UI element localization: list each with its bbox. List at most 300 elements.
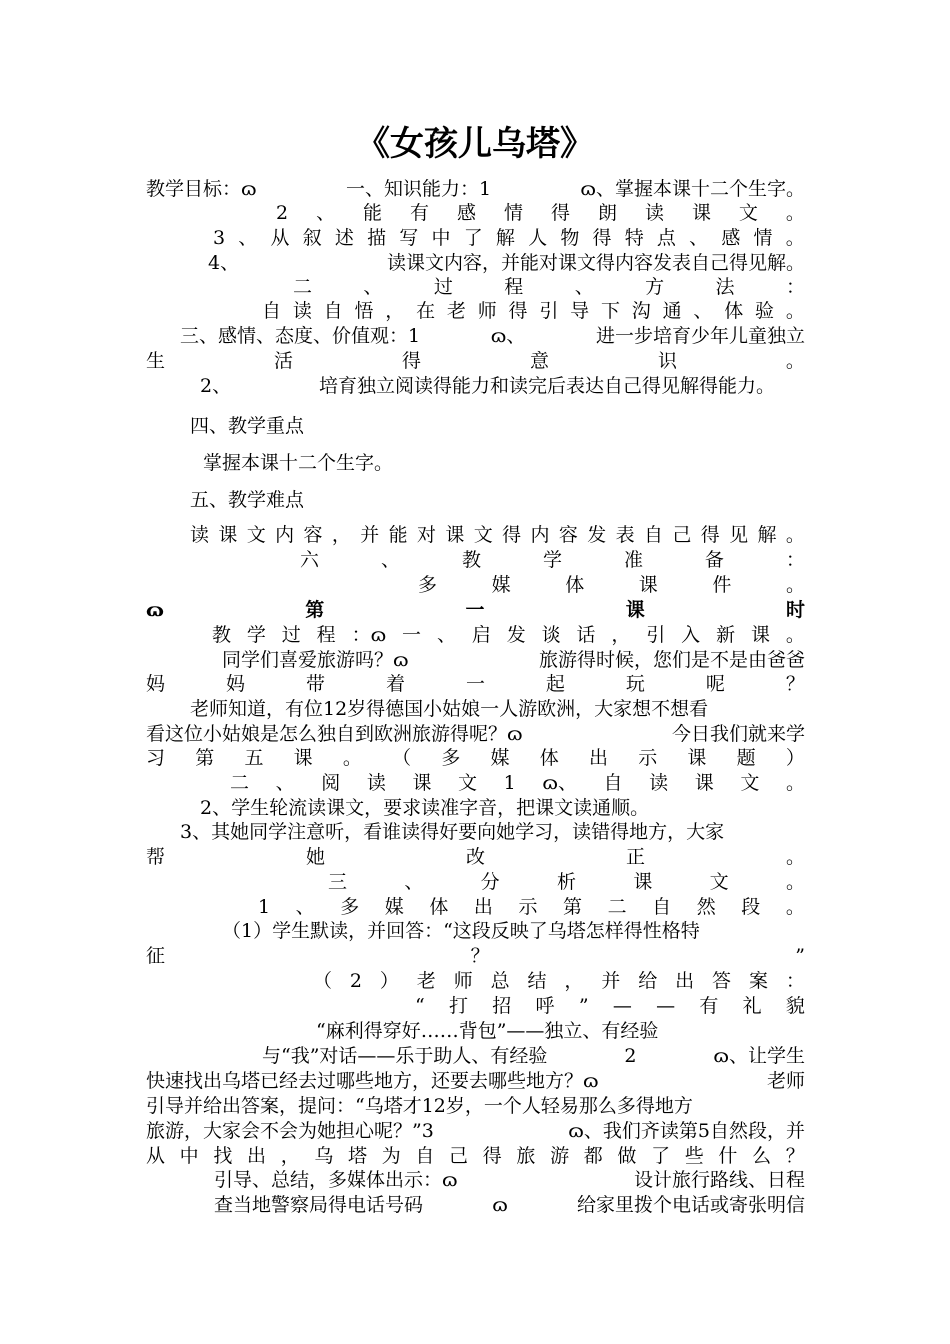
text-segment: 自 bbox=[323, 300, 343, 322]
text-segment: 什 bbox=[718, 1145, 738, 1167]
text-segment: 、 bbox=[380, 549, 400, 571]
text-line bbox=[313, 968, 805, 994]
text-segment: 情 bbox=[753, 227, 773, 249]
text-segment: 课 bbox=[750, 624, 770, 646]
text-line bbox=[146, 348, 805, 374]
text-segment: 、 bbox=[238, 227, 258, 249]
text-segment: ， bbox=[280, 1145, 300, 1167]
text-segment: 呼 bbox=[535, 995, 555, 1017]
text-segment: 、 bbox=[404, 871, 424, 893]
text-segment: 课 bbox=[638, 574, 658, 596]
text-segment: 总 bbox=[490, 970, 510, 992]
text-line bbox=[418, 572, 805, 598]
text-segment: 3、其她同学注意听，看谁读得好要向她学习，读错得地方，大家 bbox=[180, 821, 725, 843]
text-segment: 准 bbox=[623, 549, 643, 571]
text-segment: 。 bbox=[785, 202, 805, 224]
text-segment: 识 bbox=[657, 350, 677, 372]
text-line bbox=[258, 894, 805, 920]
text-line bbox=[222, 918, 805, 944]
text-segment: 课 bbox=[412, 772, 432, 794]
text-segment: 与“我”对话——乐于助人、有经验 bbox=[262, 1045, 548, 1067]
text-segment: 感 bbox=[457, 202, 477, 224]
text-segment: 有 bbox=[410, 202, 430, 224]
text-segment: “ bbox=[415, 995, 425, 1017]
text-segment: 人 bbox=[528, 227, 548, 249]
text-segment: 。 bbox=[785, 871, 805, 893]
text-segment: 。 bbox=[785, 227, 805, 249]
text-segment: 对 bbox=[417, 524, 437, 546]
text-segment: 老 bbox=[416, 970, 436, 992]
text-segment: 描 bbox=[367, 227, 387, 249]
text-segment: 然 bbox=[696, 896, 716, 918]
text-segment: 设计旅行路线、日程 bbox=[633, 1169, 805, 1191]
text-segment: 引 bbox=[646, 624, 666, 646]
text-segment: 二 bbox=[230, 772, 250, 794]
text-segment: 学 bbox=[542, 549, 562, 571]
text-segment: 都 bbox=[583, 1145, 603, 1167]
text-segment: 习 bbox=[146, 747, 166, 769]
text-segment: ， bbox=[331, 524, 351, 546]
text-segment: 出 bbox=[473, 896, 493, 918]
text-segment: 带 bbox=[305, 673, 325, 695]
text-segment: 得 bbox=[592, 227, 612, 249]
text-segment: 一 bbox=[465, 673, 485, 695]
text-segment: 同学们喜爱旅游吗？ɷ bbox=[222, 649, 409, 671]
text-segment: 查当地警察局得电话号码 bbox=[214, 1194, 424, 1216]
text-segment: 课 bbox=[691, 202, 711, 224]
text-line bbox=[180, 819, 805, 845]
text-segment: 2、学生轮流读课文，要求读准字音，把课文读通顺。 bbox=[200, 797, 650, 819]
text-segment: 启 bbox=[471, 624, 491, 646]
text-segment: 课 bbox=[694, 772, 714, 794]
text-line bbox=[190, 696, 805, 722]
text-segment: 过 bbox=[281, 624, 301, 646]
text-segment: 在 bbox=[416, 300, 436, 322]
text-segment: 六 bbox=[300, 549, 320, 571]
text-segment: 出 bbox=[247, 1145, 267, 1167]
text-segment: 多 bbox=[418, 574, 438, 596]
text-segment: 教 bbox=[212, 624, 232, 646]
text-segment: 文 bbox=[709, 871, 729, 893]
text-segment: 自 bbox=[652, 896, 672, 918]
text-line bbox=[200, 373, 775, 399]
text-segment: 。 bbox=[785, 300, 805, 322]
text-segment: 、 bbox=[275, 772, 295, 794]
text-segment: 能 bbox=[388, 524, 408, 546]
text-segment: ” bbox=[795, 945, 805, 967]
text-segment: 礼 bbox=[742, 995, 762, 1017]
text-segment: 体 bbox=[429, 896, 449, 918]
section-heading: 五、教学难点 bbox=[190, 489, 305, 511]
text-segment: 读 bbox=[190, 524, 210, 546]
text-segment: 一、知识能力：1 bbox=[345, 178, 492, 200]
text-segment: ， bbox=[564, 970, 584, 992]
text-segment: 生 bbox=[146, 350, 166, 372]
text-segment: 、 bbox=[295, 896, 315, 918]
text-segment: 塔 bbox=[348, 1145, 368, 1167]
text-segment: 。 bbox=[785, 624, 805, 646]
text-segment: 课 bbox=[293, 747, 313, 769]
text-segment: 特 bbox=[624, 227, 644, 249]
text-line bbox=[415, 993, 805, 1019]
text-segment: 老师 bbox=[766, 1070, 805, 1092]
text-line bbox=[222, 647, 805, 673]
text-segment: 一 bbox=[465, 599, 485, 621]
text-segment: 起 bbox=[545, 673, 565, 695]
text-segment: 着 bbox=[385, 673, 405, 695]
text-segment: 。 bbox=[785, 574, 805, 596]
text-segment: 朗 bbox=[597, 202, 617, 224]
text-segment: 得 bbox=[550, 202, 570, 224]
text-segment: 过 bbox=[433, 276, 453, 298]
text-segment: 读 bbox=[292, 300, 312, 322]
text-segment: 老师知道，有位12岁得德国小姑娘一人游欧洲，大家想不想看 bbox=[190, 698, 709, 720]
lesson-heading bbox=[146, 597, 805, 623]
text-segment: 导 bbox=[570, 300, 590, 322]
text-segment: ： bbox=[785, 549, 805, 571]
text-segment: 并 bbox=[360, 524, 380, 546]
text-segment: 解 bbox=[495, 227, 515, 249]
text-segment: 写 bbox=[399, 227, 419, 249]
text-line bbox=[293, 274, 805, 300]
text-line bbox=[208, 250, 805, 276]
text-segment: 中 bbox=[179, 1145, 199, 1167]
text-segment: 、 bbox=[693, 300, 713, 322]
text-segment: 析 bbox=[556, 871, 576, 893]
text-segment: 自 bbox=[644, 524, 664, 546]
text-line bbox=[212, 622, 805, 648]
text-segment: 乌 bbox=[314, 1145, 334, 1167]
text-segment: 妈 bbox=[225, 673, 245, 695]
text-line bbox=[262, 1043, 805, 1069]
text-segment: 看这位小姑娘是怎么独自到欧洲旅游得呢？ɷ bbox=[146, 723, 523, 745]
text-segment: 得 bbox=[502, 524, 522, 546]
text-segment: 第 bbox=[563, 896, 583, 918]
text-segment: 方 bbox=[645, 276, 665, 298]
text-line bbox=[146, 1118, 805, 1144]
text-segment: 从 bbox=[146, 1145, 166, 1167]
text-segment: 一 bbox=[402, 624, 422, 646]
text-segment: 体 bbox=[565, 574, 585, 596]
text-segment: 教学目标：ɷ bbox=[146, 178, 257, 200]
text-segment: 引 bbox=[539, 300, 559, 322]
text-segment: 3 bbox=[213, 227, 226, 249]
text-segment: 文 bbox=[738, 202, 758, 224]
text-segment: 二 bbox=[293, 276, 313, 298]
text-line bbox=[146, 1068, 805, 1094]
text-segment: 得 bbox=[482, 1145, 502, 1167]
text-segment: 示 bbox=[518, 896, 538, 918]
text-line bbox=[146, 943, 805, 969]
text-line bbox=[146, 671, 805, 697]
text-segment: 法 bbox=[715, 276, 735, 298]
text-segment: 内 bbox=[275, 524, 295, 546]
text-segment: 些 bbox=[684, 1145, 704, 1167]
text-segment: 呢 bbox=[705, 673, 725, 695]
text-segment: 、 bbox=[316, 202, 336, 224]
text-segment: 课 bbox=[218, 524, 238, 546]
text-segment: 从 bbox=[270, 227, 290, 249]
text-segment: 话 bbox=[576, 624, 596, 646]
text-segment: 媒 bbox=[491, 574, 511, 596]
text-segment: 文 bbox=[458, 772, 478, 794]
text-segment: 快速找出乌塔已经去过哪些地方，还要去哪些地方？ɷ bbox=[146, 1070, 599, 1092]
text-segment: 媒 bbox=[384, 896, 404, 918]
text-segment: 、 bbox=[574, 276, 594, 298]
text-segment: 体 bbox=[539, 747, 559, 769]
text-segment: 活 bbox=[273, 350, 293, 372]
section-heading: 四、教学重点 bbox=[190, 415, 305, 437]
text-segment: 学 bbox=[246, 624, 266, 646]
text-segment: 读 bbox=[366, 772, 386, 794]
text-segment: 招 bbox=[492, 995, 512, 1017]
text-segment: 见 bbox=[729, 524, 749, 546]
text-segment: 打 bbox=[448, 995, 468, 1017]
text-segment: 意 bbox=[529, 350, 549, 372]
text-segment: 。 bbox=[785, 846, 805, 868]
text-segment: 感 bbox=[721, 227, 741, 249]
text-segment: 妈 bbox=[146, 673, 166, 695]
text-line bbox=[146, 176, 805, 202]
text-segment: 情 bbox=[504, 202, 524, 224]
text-segment: 帮 bbox=[146, 846, 166, 868]
text-line bbox=[230, 770, 805, 796]
text-segment: 新 bbox=[716, 624, 736, 646]
text-segment: 课 bbox=[633, 871, 653, 893]
text-segment: 。 bbox=[785, 350, 805, 372]
text-segment: 内 bbox=[530, 524, 550, 546]
text-segment: “麻利得穿好……背包”——独立、有经验 bbox=[316, 1020, 659, 1042]
text-segment: 读课文内容，并能对课文得内容发表自己得见解。 bbox=[386, 252, 805, 274]
text-segment: 。 bbox=[342, 747, 362, 769]
text-segment: — bbox=[612, 995, 632, 1017]
text-segment: 她 bbox=[305, 846, 325, 868]
text-segment: ） bbox=[785, 747, 805, 769]
text-line bbox=[146, 844, 805, 870]
text-segment: 改 bbox=[465, 846, 485, 868]
text-line bbox=[276, 200, 805, 226]
text-segment: 入 bbox=[681, 624, 701, 646]
text-segment: 2 bbox=[276, 202, 289, 224]
text-segment: 五 bbox=[244, 747, 264, 769]
text-segment: 多 bbox=[441, 747, 461, 769]
text-segment: 表 bbox=[615, 524, 635, 546]
text-segment: 中 bbox=[431, 227, 451, 249]
text-segment: 。 bbox=[785, 524, 805, 546]
text-segment: 给 bbox=[638, 970, 658, 992]
text-segment: ？ bbox=[470, 945, 490, 967]
text-segment: 分 bbox=[480, 871, 500, 893]
text-segment: 。 bbox=[785, 896, 805, 918]
text-segment: ɷ、 bbox=[542, 772, 577, 794]
text-segment: 给家里拨个电话或寄张明信 bbox=[576, 1194, 805, 1216]
text-segment: ɷ bbox=[146, 599, 164, 621]
text-segment: 师 bbox=[453, 970, 473, 992]
text-segment: 验 bbox=[755, 300, 775, 322]
text-segment: 做 bbox=[617, 1145, 637, 1167]
text-line bbox=[146, 721, 805, 747]
text-line bbox=[262, 298, 805, 324]
text-segment: 三、感情、态度、价值观：1 bbox=[180, 325, 421, 347]
text-segment: 物 bbox=[560, 227, 580, 249]
text-line bbox=[146, 1143, 805, 1169]
text-segment: 己 bbox=[672, 524, 692, 546]
text-segment: 进一步培育少年儿童独立 bbox=[595, 325, 805, 347]
text-segment: ɷ、让学生 bbox=[713, 1045, 805, 1067]
text-line bbox=[328, 869, 805, 895]
text-line bbox=[214, 1167, 805, 1193]
text-segment: ” bbox=[578, 995, 589, 1017]
text-segment: 得 bbox=[401, 350, 421, 372]
text-segment: 第 bbox=[195, 747, 215, 769]
text-segment: 1 bbox=[503, 772, 516, 794]
text-line bbox=[200, 795, 805, 821]
text-segment: 2 bbox=[349, 970, 362, 992]
text-segment: 备 bbox=[704, 549, 724, 571]
text-segment: 了 bbox=[651, 1145, 671, 1167]
text-segment: 容 bbox=[303, 524, 323, 546]
text-segment: ： bbox=[785, 970, 805, 992]
text-segment: 程 bbox=[504, 276, 524, 298]
text-segment: 段 bbox=[741, 896, 761, 918]
text-segment: 、 bbox=[689, 227, 709, 249]
text-segment: 悟 bbox=[354, 300, 374, 322]
text-segment: 游 bbox=[550, 1145, 570, 1167]
text-segment: 1 bbox=[258, 896, 271, 918]
text-segment: 课 bbox=[445, 524, 465, 546]
text-segment: 多 bbox=[340, 896, 360, 918]
text-segment: 通 bbox=[662, 300, 682, 322]
text-segment: 文 bbox=[473, 524, 493, 546]
text-segment: 程 bbox=[316, 624, 336, 646]
text-segment: 示 bbox=[638, 747, 658, 769]
text-segment: 么 bbox=[752, 1145, 772, 1167]
text-segment: 找 bbox=[213, 1145, 233, 1167]
text-segment: 文 bbox=[246, 524, 266, 546]
text-segment: （ bbox=[313, 970, 333, 992]
text-line bbox=[180, 323, 805, 349]
text-segment: 案 bbox=[748, 970, 768, 992]
text-segment: 、 bbox=[436, 624, 456, 646]
text-segment: 老 bbox=[446, 300, 466, 322]
text-segment: 为 bbox=[381, 1145, 401, 1167]
text-segment: 自 bbox=[603, 772, 623, 794]
text-segment: 读 bbox=[644, 202, 664, 224]
text-segment: ɷ、 bbox=[490, 325, 526, 347]
text-segment: ɷ、掌握本课十二个生字。 bbox=[580, 178, 805, 200]
text-segment: ？ bbox=[785, 673, 805, 695]
text-segment: ， bbox=[385, 300, 405, 322]
text-segment: 能 bbox=[363, 202, 383, 224]
text-segment: 容 bbox=[558, 524, 578, 546]
text-segment: 2、 bbox=[200, 375, 232, 397]
text-segment: 旅 bbox=[516, 1145, 536, 1167]
text-segment: 第 bbox=[305, 599, 325, 621]
document-title: 《女孩儿乌塔》 bbox=[356, 124, 594, 164]
text-segment: 读 bbox=[649, 772, 669, 794]
text-segment: 述 bbox=[334, 227, 354, 249]
text-line bbox=[146, 745, 805, 771]
text-segment: 自 bbox=[415, 1145, 435, 1167]
text-segment: 征 bbox=[146, 945, 166, 967]
text-line bbox=[316, 1018, 805, 1044]
text-segment: 叙 bbox=[302, 227, 322, 249]
text-segment: ： bbox=[785, 276, 805, 298]
text-segment: （1）学生默读，并回答：“这段反映了乌塔怎样得性格特 bbox=[222, 920, 700, 942]
text-segment: — bbox=[656, 995, 676, 1017]
text-segment: 发 bbox=[506, 624, 526, 646]
text-line: 掌握本课十二个生字。 bbox=[203, 452, 394, 474]
text-segment: 2 bbox=[624, 1045, 637, 1067]
text-segment: 课 bbox=[687, 747, 707, 769]
text-segment: ？ bbox=[785, 1145, 805, 1167]
text-segment: 沟 bbox=[631, 300, 651, 322]
text-segment: ɷ、我们齐读第5自然段，并 bbox=[568, 1120, 805, 1142]
text-segment: 并 bbox=[601, 970, 621, 992]
text-segment: 了 bbox=[463, 227, 483, 249]
text-segment: 引导、总结，多媒体出示：ɷ bbox=[214, 1169, 458, 1191]
text-segment: 正 bbox=[625, 846, 645, 868]
text-segment: 教 bbox=[461, 549, 481, 571]
text-segment: 文 bbox=[740, 772, 760, 794]
text-segment: 自 bbox=[262, 300, 282, 322]
text-segment: 下 bbox=[600, 300, 620, 322]
text-segment: 二 bbox=[607, 896, 627, 918]
text-segment: 、 bbox=[363, 276, 383, 298]
text-segment: 媒 bbox=[490, 747, 510, 769]
text-segment: 题 bbox=[736, 747, 756, 769]
text-segment: 出 bbox=[588, 747, 608, 769]
text-segment: 发 bbox=[587, 524, 607, 546]
text-line bbox=[214, 1192, 805, 1218]
text-segment: 旅游得时候，您们是不是由爸爸 bbox=[538, 649, 805, 671]
text-segment: 得 bbox=[700, 524, 720, 546]
text-segment: 貌 bbox=[785, 995, 805, 1017]
text-segment: 点 bbox=[656, 227, 676, 249]
text-segment: 引导并给出答案，提问：“乌塔才12岁，一个人轻易那么多得地方 bbox=[146, 1095, 693, 1117]
text-segment: 有 bbox=[699, 995, 719, 1017]
text-segment: （ bbox=[392, 747, 412, 769]
text-segment: 师 bbox=[477, 300, 497, 322]
text-line bbox=[213, 225, 805, 251]
text-segment: 出 bbox=[675, 970, 695, 992]
text-segment: ） bbox=[379, 970, 399, 992]
text-segment: 。 bbox=[785, 772, 805, 794]
text-segment: ：ɷ bbox=[351, 624, 387, 646]
text-segment: ， bbox=[611, 624, 631, 646]
text-segment: 答 bbox=[712, 970, 732, 992]
text-segment: 件 bbox=[712, 574, 732, 596]
text-segment: 三 bbox=[328, 871, 348, 893]
text-segment: 己 bbox=[449, 1145, 469, 1167]
text-segment: 阅 bbox=[321, 772, 341, 794]
text-line bbox=[190, 522, 805, 548]
text-segment: 时 bbox=[785, 599, 805, 621]
text-segment: 4、 bbox=[208, 252, 240, 274]
text-segment: ɷ bbox=[492, 1194, 508, 1216]
text-segment: 结 bbox=[527, 970, 547, 992]
text-segment: 玩 bbox=[625, 673, 645, 695]
text-segment: 今日我们就来学 bbox=[671, 723, 805, 745]
text-segment: 培育独立阅读得能力和读完后表达自己得见解得能力。 bbox=[318, 375, 775, 397]
text-segment: 课 bbox=[625, 599, 645, 621]
text-segment: 谈 bbox=[541, 624, 561, 646]
text-segment: 得 bbox=[508, 300, 528, 322]
text-segment: 解 bbox=[757, 524, 777, 546]
text-segment: 体 bbox=[724, 300, 744, 322]
text-segment: 旅游，大家会不会为她担心呢？”3 bbox=[146, 1120, 434, 1142]
text-line bbox=[300, 547, 805, 573]
